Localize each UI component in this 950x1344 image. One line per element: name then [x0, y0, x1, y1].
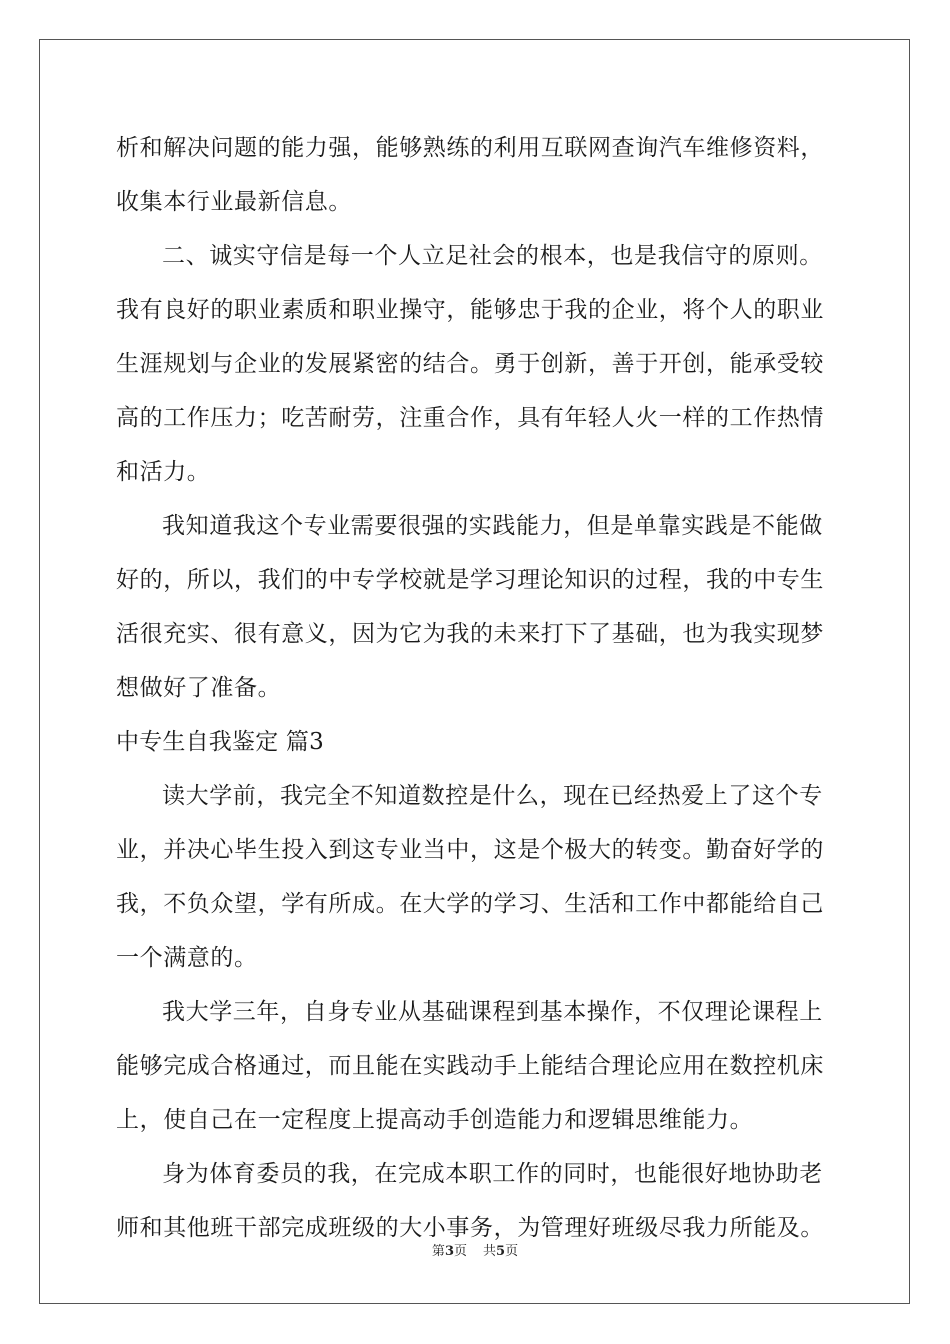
current-page-number: 3 [444, 1244, 454, 1259]
text-line: 活很充实、很有意义，因为它为我的未来打下了基础，也为我实现梦 [116, 621, 824, 647]
text-line: 好的，所以，我们的中专学校就是学习理论知识的过程，我的中专生 [116, 567, 824, 593]
paragraph-start-line: 身为体育委员的我，在完成本职工作的同时，也能很好地协助老 [162, 1161, 823, 1187]
paragraph-start-line: 我知道我这个专业需要很强的实践能力，但是单靠实践是不能做 [162, 513, 823, 539]
page-prefix: 第 [431, 1244, 445, 1259]
text-line: 我有良好的职业素质和职业操守，能够忠于我的企业，将个人的职业 [116, 297, 824, 323]
text-line: 和活力。 [116, 459, 211, 485]
total-pages-label [483, 1244, 518, 1259]
page-number-label [432, 1244, 467, 1259]
page-suffix: 页 [453, 1244, 467, 1259]
text-line: 上，使自己在一定程度上提高动手创造能力和逻辑思维能力。 [116, 1107, 754, 1133]
text-line: 析和解决问题的能力强，能够熟练的利用互联网查询汽车维修资料， [116, 135, 824, 161]
page-footer [0, 1242, 950, 1262]
text-line: 生涯规划与企业的发展紧密的结合。勇于创新，善于开创，能承受较 [116, 351, 824, 377]
text-line: 想做好了准备。 [116, 675, 282, 701]
text-line: 能够完成合格通过，而且能在实践动手上能结合理论应用在数控机床 [116, 1053, 824, 1079]
text-line: 师和其他班干部完成班级的大小事务，为管理好班级尽我力所能及。 [116, 1215, 824, 1241]
total-prefix: 共 [483, 1244, 497, 1259]
text-line: 业，并决心毕生投入到这专业当中，这是个极大的转变。勤奋好学的 [116, 837, 824, 863]
text-line: 我，不负众望，学有所成。在大学的学习、生活和工作中都能给自己 [116, 891, 824, 917]
section-heading: 中专生自我鉴定 篇3 [116, 729, 324, 755]
total-suffix: 页 [505, 1244, 519, 1259]
text-line: 收集本行业最新信息。 [116, 189, 352, 215]
text-line: 一个满意的。 [116, 945, 258, 971]
paragraph-start-line: 读大学前，我完全不知道数控是什么，现在已经热爱上了这个专 [162, 783, 823, 809]
paragraph-start-line: 我大学三年，自身专业从基础课程到基本操作，不仅理论课程上 [162, 999, 823, 1025]
total-page-count: 5 [496, 1244, 506, 1259]
paragraph-start-line: 二、诚实守信是每一个人立足社会的根本，也是我信守的原则。 [162, 243, 823, 269]
document-body [116, 121, 836, 1255]
text-line: 高的工作压力；吃苦耐劳，注重合作，具有年轻人火一样的工作热情 [116, 405, 824, 431]
